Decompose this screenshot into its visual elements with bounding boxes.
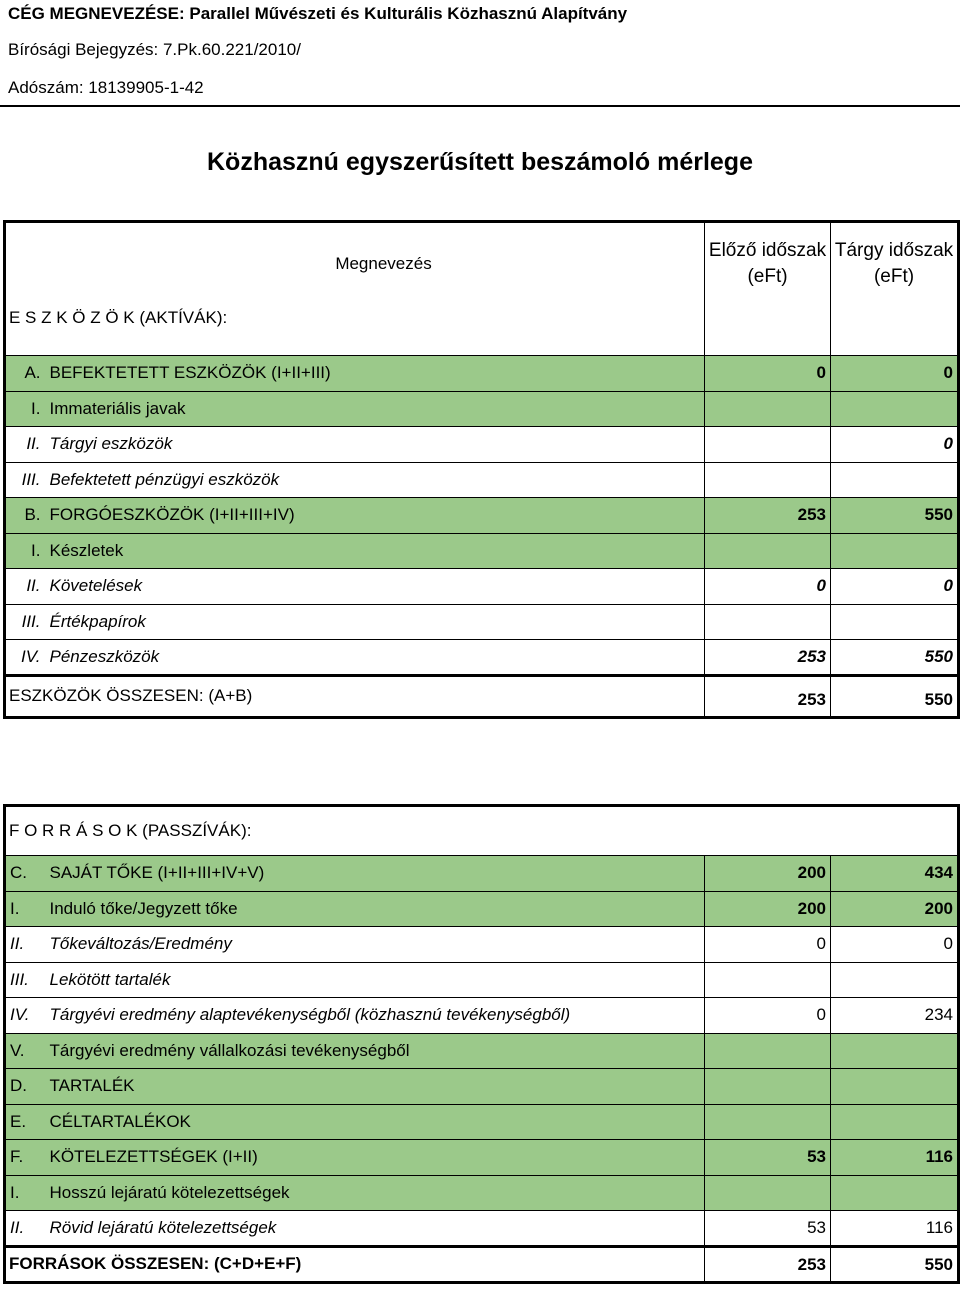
liabilities-heading-row <box>5 806 959 856</box>
table-row <box>5 427 959 463</box>
curr-value <box>831 1104 959 1140</box>
table-row <box>5 604 959 640</box>
prev-period-header: Előző időszak (eFt) <box>705 222 831 306</box>
row-label: Követelések <box>47 569 705 605</box>
curr-value <box>831 533 959 569</box>
curr-value <box>831 1175 959 1211</box>
empty-cell <box>831 306 959 356</box>
row-code: V. <box>5 1033 47 1069</box>
liabilities-heading: F O R R Á S O K (PASSZÍVÁK): <box>5 806 959 856</box>
prev-value: 200 <box>705 891 831 927</box>
curr-value: 434 <box>831 856 959 892</box>
row-code: II. <box>5 1211 47 1247</box>
row-label: Készletek <box>47 533 705 569</box>
prev-value: 53 <box>705 1140 831 1176</box>
row-label: Tárgyévi eredmény vállalkozási tevékenységből <box>47 1033 705 1069</box>
column-header-row <box>5 222 959 306</box>
row-code: I. <box>5 391 47 427</box>
row-code: II. <box>5 927 47 963</box>
row-code: III. <box>5 604 47 640</box>
prev-value <box>705 533 831 569</box>
row-label: Rövid lejáratú kötelezettségek <box>47 1211 705 1247</box>
prev-value: 200 <box>705 856 831 892</box>
prev-value <box>705 1033 831 1069</box>
row-code: I. <box>5 1175 47 1211</box>
row-code: I. <box>5 891 47 927</box>
prev-value <box>705 962 831 998</box>
row-label: CÉLTARTALÉKOK <box>47 1104 705 1140</box>
curr-value: 200 <box>831 891 959 927</box>
table-row <box>5 1175 959 1211</box>
prev-value <box>705 1069 831 1105</box>
total-row <box>5 675 959 717</box>
curr-value: 116 <box>831 1211 959 1247</box>
table-row <box>5 498 959 534</box>
prev-value <box>705 462 831 498</box>
row-code: C. <box>5 856 47 892</box>
table-row <box>5 1104 959 1140</box>
row-label: Tárgyévi eredmény alaptevékenységből (közhasznú tevékenységből) <box>47 998 705 1034</box>
row-label: TARTALÉK <box>47 1069 705 1105</box>
prev-value: 253 <box>705 498 831 534</box>
table-row <box>5 391 959 427</box>
row-code: A. <box>5 356 47 392</box>
total-prev: 253 <box>705 675 831 717</box>
row-label: Induló tőke/Jegyzett tőke <box>47 891 705 927</box>
row-label: Tőkeváltozás/Eredmény <box>47 927 705 963</box>
row-code: B. <box>5 498 47 534</box>
prev-value <box>705 1175 831 1211</box>
curr-value: 550 <box>831 640 959 676</box>
curr-value <box>831 1069 959 1105</box>
total-label: FORRÁSOK ÖSSZESEN: (C+D+E+F) <box>5 1246 705 1282</box>
total-curr: 550 <box>831 675 959 717</box>
row-code: IV. <box>5 640 47 676</box>
curr-value <box>831 462 959 498</box>
row-label: KÖTELEZETTSÉGEK (I+II) <box>47 1140 705 1176</box>
total-prev: 253 <box>705 1246 831 1282</box>
total-label: ESZKÖZÖK ÖSSZESEN: (A+B) <box>5 675 705 717</box>
tax-id: Adószám: 18139905-1-42 <box>8 78 204 97</box>
row-label: Tárgyi eszközök <box>47 427 705 463</box>
curr-period-header: Tárgy időszak (eFt) <box>831 222 959 306</box>
prev-value: 0 <box>705 356 831 392</box>
row-label: Értékpapírok <box>47 604 705 640</box>
assets-heading: E S Z K Ö Z Ö K (AKTÍVÁK): <box>5 306 705 356</box>
total-curr: 550 <box>831 1246 959 1282</box>
row-code: III. <box>5 962 47 998</box>
name-column-header: Megnevezés <box>5 222 705 306</box>
curr-value: 0 <box>831 927 959 963</box>
table-row <box>5 1211 959 1247</box>
row-label: Hosszú lejáratú kötelezettségek <box>47 1175 705 1211</box>
table-row <box>5 1033 959 1069</box>
row-label: SAJÁT TŐKE (I+II+III+IV+V) <box>47 856 705 892</box>
curr-value: 116 <box>831 1140 959 1176</box>
page-title: Közhasznú egyszerűsített beszámoló mérlege <box>207 148 753 176</box>
row-label: Befektetett pénzügyi eszközök <box>47 462 705 498</box>
prev-value: 253 <box>705 640 831 676</box>
table-row <box>5 356 959 392</box>
row-code: F. <box>5 1140 47 1176</box>
table-row <box>5 569 959 605</box>
prev-value: 0 <box>705 569 831 605</box>
curr-value <box>831 391 959 427</box>
curr-value: 0 <box>831 569 959 605</box>
row-code: I. <box>5 533 47 569</box>
row-code: III. <box>5 462 47 498</box>
prev-value <box>705 391 831 427</box>
curr-value <box>831 1033 959 1069</box>
prev-value <box>705 604 831 640</box>
assets-table <box>3 220 960 719</box>
curr-value: 234 <box>831 998 959 1034</box>
row-label: Immateriális javak <box>47 391 705 427</box>
empty-cell <box>705 306 831 356</box>
row-code: II. <box>5 427 47 463</box>
table-row <box>5 640 959 676</box>
table-row <box>5 533 959 569</box>
assets-heading-row <box>5 306 959 356</box>
prev-value: 0 <box>705 927 831 963</box>
prev-value: 53 <box>705 1211 831 1247</box>
row-code: IV. <box>5 998 47 1034</box>
row-label: BEFEKTETETT ESZKÖZÖK (I+II+III) <box>47 356 705 392</box>
court-registration: Bírósági Bejegyzés: 7.Pk.60.221/2010/ <box>8 40 301 59</box>
row-code: D. <box>5 1069 47 1105</box>
table-row <box>5 927 959 963</box>
curr-value: 0 <box>831 427 959 463</box>
total-row <box>5 1246 959 1282</box>
prev-value <box>705 1104 831 1140</box>
table-row <box>5 1140 959 1176</box>
header-divider <box>0 105 960 107</box>
table-row <box>5 962 959 998</box>
liabilities-table <box>3 804 960 1284</box>
row-label: Lekötött tartalék <box>47 962 705 998</box>
row-code: E. <box>5 1104 47 1140</box>
curr-value: 550 <box>831 498 959 534</box>
prev-value: 0 <box>705 998 831 1034</box>
curr-value <box>831 962 959 998</box>
table-row <box>5 462 959 498</box>
row-label: FORGÓESZKÖZÖK (I+II+III+IV) <box>47 498 705 534</box>
prev-value <box>705 427 831 463</box>
table-row <box>5 856 959 892</box>
row-code: II. <box>5 569 47 605</box>
table-row <box>5 1069 959 1105</box>
organization-name: CÉG MEGNEVEZÉSE: Parallel Művészeti és Kulturális Közhasznú Alapítvány <box>8 4 628 23</box>
table-row <box>5 998 959 1034</box>
row-label: Pénzeszközök <box>47 640 705 676</box>
curr-value: 0 <box>831 356 959 392</box>
table-row <box>5 891 959 927</box>
curr-value <box>831 604 959 640</box>
